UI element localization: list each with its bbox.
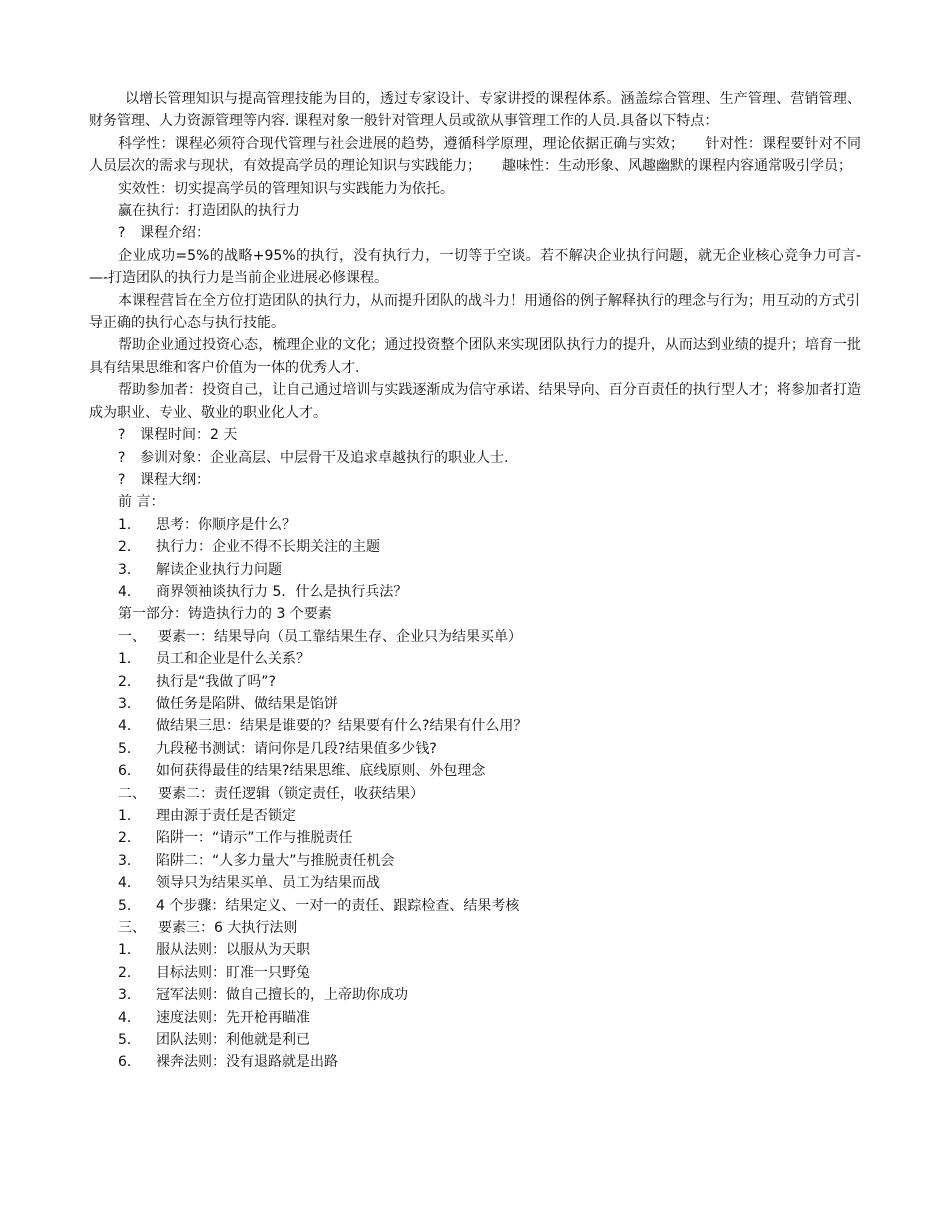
section-text: 要素二：责任逻辑（锁定责任，收获结果）	[158, 785, 424, 802]
list-item	[89, 939, 861, 961]
item-text: 裸奔法则：没有退路就是出路	[156, 1054, 338, 1071]
item-number: 2．	[118, 673, 141, 690]
item-text: 冠军法则：做自己擅长的，上帝助你成功	[156, 987, 408, 1004]
course-target	[89, 447, 861, 469]
section-text: 要素一：结果导向（员工靠结果生存、企业只为结果买单）	[158, 628, 522, 645]
item-number: 5．	[118, 897, 141, 914]
item-text: 速度法则：先开枪再瞄准	[156, 1009, 310, 1026]
item-text: 团队法则：利他就是利已	[156, 1032, 310, 1049]
question-mark: ?	[118, 225, 126, 242]
list-item	[89, 1029, 861, 1051]
item-text: 思考：你顺序是什么？	[156, 516, 296, 533]
preface-heading: 前 言：	[118, 494, 165, 511]
list-item	[89, 760, 861, 782]
list-item	[89, 1051, 861, 1073]
question-mark: ?	[118, 471, 126, 488]
list-item	[89, 536, 861, 558]
list-item	[89, 559, 861, 581]
document-body	[89, 88, 861, 1074]
item-number: 2．	[118, 964, 141, 981]
list-item	[89, 962, 861, 984]
item-text: 解读企业执行力问题	[156, 561, 282, 578]
item-number: 3．	[118, 852, 141, 869]
list-item	[89, 648, 861, 670]
list-item	[89, 805, 861, 827]
item-text: 4 个步骤：结果定义、一对一的责任、跟踪检查、结果考核	[156, 897, 520, 914]
item-text: 理由源于责任是否锁定	[156, 808, 296, 824]
section-number: 三、	[118, 920, 146, 937]
item-number: 1．	[118, 651, 141, 668]
part1-heading: 第一部分：铸造执行力的 3 个要素	[118, 606, 332, 623]
item-text: 陷阱一：“请示”工作与推脱责任	[156, 830, 353, 847]
success-paragraph: 企业成功=5%的战略+95%的执行，没有执行力，一切等于空谈。若不解决企业执行问题，就无企业核心竞争力可言-—-打造团队的执行力是当前企业进展必修课程。	[89, 247, 861, 287]
item-number: 4．	[118, 1009, 141, 1026]
item-text: 执行力：企业不得不长期关注的主题	[156, 539, 380, 556]
list-item	[89, 827, 861, 849]
list-item	[89, 1007, 861, 1029]
item-number: 2．	[118, 539, 141, 556]
list-item	[89, 984, 861, 1006]
course-outline-text: 课程大纲：	[140, 471, 210, 488]
list-item	[89, 738, 861, 760]
list-item	[89, 693, 861, 715]
course-intro-heading	[89, 222, 861, 244]
item-text: 做结果三思：结果是谁要的？结果要有什么?结果有什么用？	[156, 718, 528, 735]
item-number: 1．	[118, 942, 141, 959]
section-number: 二、	[118, 785, 146, 802]
aim-paragraph: 本课程营旨在全方位打造团队的执行力，从而提升团队的战斗力！用通俗的例子解释执行的理念与行为；用互动的方式引导正确的执行心态与执行技能。	[89, 292, 860, 332]
item-text: 陷阱二：“人多力量大”与推脱责任机会	[156, 852, 395, 869]
item-number: 5．	[118, 740, 141, 757]
course-target-text: 参训对象：企业高层、中层骨干及追求卓越执行的职业人士.	[140, 449, 509, 466]
item-text: 员工和企业是什么关系？	[156, 651, 310, 668]
item-text: 领导只为结果买单、员工为结果而战	[156, 875, 380, 892]
element1-heading	[89, 626, 861, 648]
item-text: 做任务是陷阱、做结果是馅饼	[156, 695, 338, 712]
item-text: 商界领袖谈执行力 5．什么是执行兵法？	[156, 583, 408, 600]
item-number: 3．	[118, 695, 141, 712]
item-text: 九段秘书测试：请问你是几段?结果值多少钱?	[156, 740, 437, 757]
item-text: 执行是“我做了吗”?	[156, 673, 276, 690]
help-company-paragraph: 帮助企业通过投资心态，梳理企业的文化；通过投资整个团队来实现团队执行力的提升，从而达到业绩的提升；培育一批具有结果思维和客户价值为一体的优秀人才.	[89, 337, 861, 376]
section-text: 要素三：6 大执行法则	[158, 920, 298, 937]
item-number: 4．	[118, 875, 141, 892]
item-number: 6．	[118, 763, 141, 780]
section-number: 一、	[118, 628, 146, 645]
list-item	[89, 671, 861, 693]
item-number: 1．	[118, 808, 141, 824]
course-title: 赢在执行：打造团队的执行力	[118, 203, 300, 220]
item-text: 服从法则：以服从为天职	[156, 942, 310, 959]
item-number: 2．	[118, 830, 141, 847]
course-time	[89, 424, 861, 446]
question-mark: ?	[118, 449, 126, 466]
item-text: 目标法则：盯准一只野兔	[156, 964, 310, 981]
item-number: 4．	[118, 718, 141, 735]
item-text: 如何获得最佳的结果?结果思维、底线原则、外包理念	[156, 763, 486, 780]
item-number: 3．	[118, 561, 141, 578]
list-item	[89, 872, 861, 894]
list-item	[89, 581, 861, 603]
item-number: 6．	[118, 1054, 141, 1071]
item-number: 5．	[118, 1032, 141, 1049]
item-number: 3．	[118, 987, 141, 1004]
element2-heading	[89, 783, 861, 805]
item-number: 1．	[118, 516, 141, 533]
effectiveness-paragraph: 实效性：切实提高学员的管理知识与实践能力为依托。	[118, 180, 454, 197]
intro-paragraph: 以增长管理知识与提高管理技能为目的，透过专家设计、专家讲授的课程体系。涵盖综合管理、生产管理、营销管理、财务管理、人力资源管理等内容. 课程对象一般针对管理人员或欲从事管理工作的人员.具备以下特点：	[89, 91, 861, 130]
course-intro-heading-text: 课程介绍：	[140, 225, 210, 242]
question-mark: ?	[118, 427, 126, 444]
list-item	[89, 850, 861, 872]
course-time-text: 课程时间：2 天	[140, 427, 238, 444]
element3-heading	[89, 917, 861, 939]
features-paragraph: 科学性：课程必须符合现代管理与社会进展的趋势，遵循科学原理，理论依据正确与实效； 针对性：课程要针对不同人员层次的需求与现状，有效提高学员的理论知识与实践能力； 趣味性：生动形象、风趣幽默的课程内容通常吸引学员；	[89, 135, 861, 175]
course-outline	[89, 469, 861, 491]
item-number: 4．	[118, 583, 141, 600]
help-participant-paragraph: 帮助参加者：投资自己，让自己通过培训与实践逐渐成为信守承诺、结果导向、百分百责任的执行型人才；将参加者打造成为职业、专业、敬业的职业化人才。	[89, 382, 861, 421]
list-item	[89, 895, 861, 917]
list-item	[89, 715, 861, 737]
list-item	[89, 514, 861, 536]
